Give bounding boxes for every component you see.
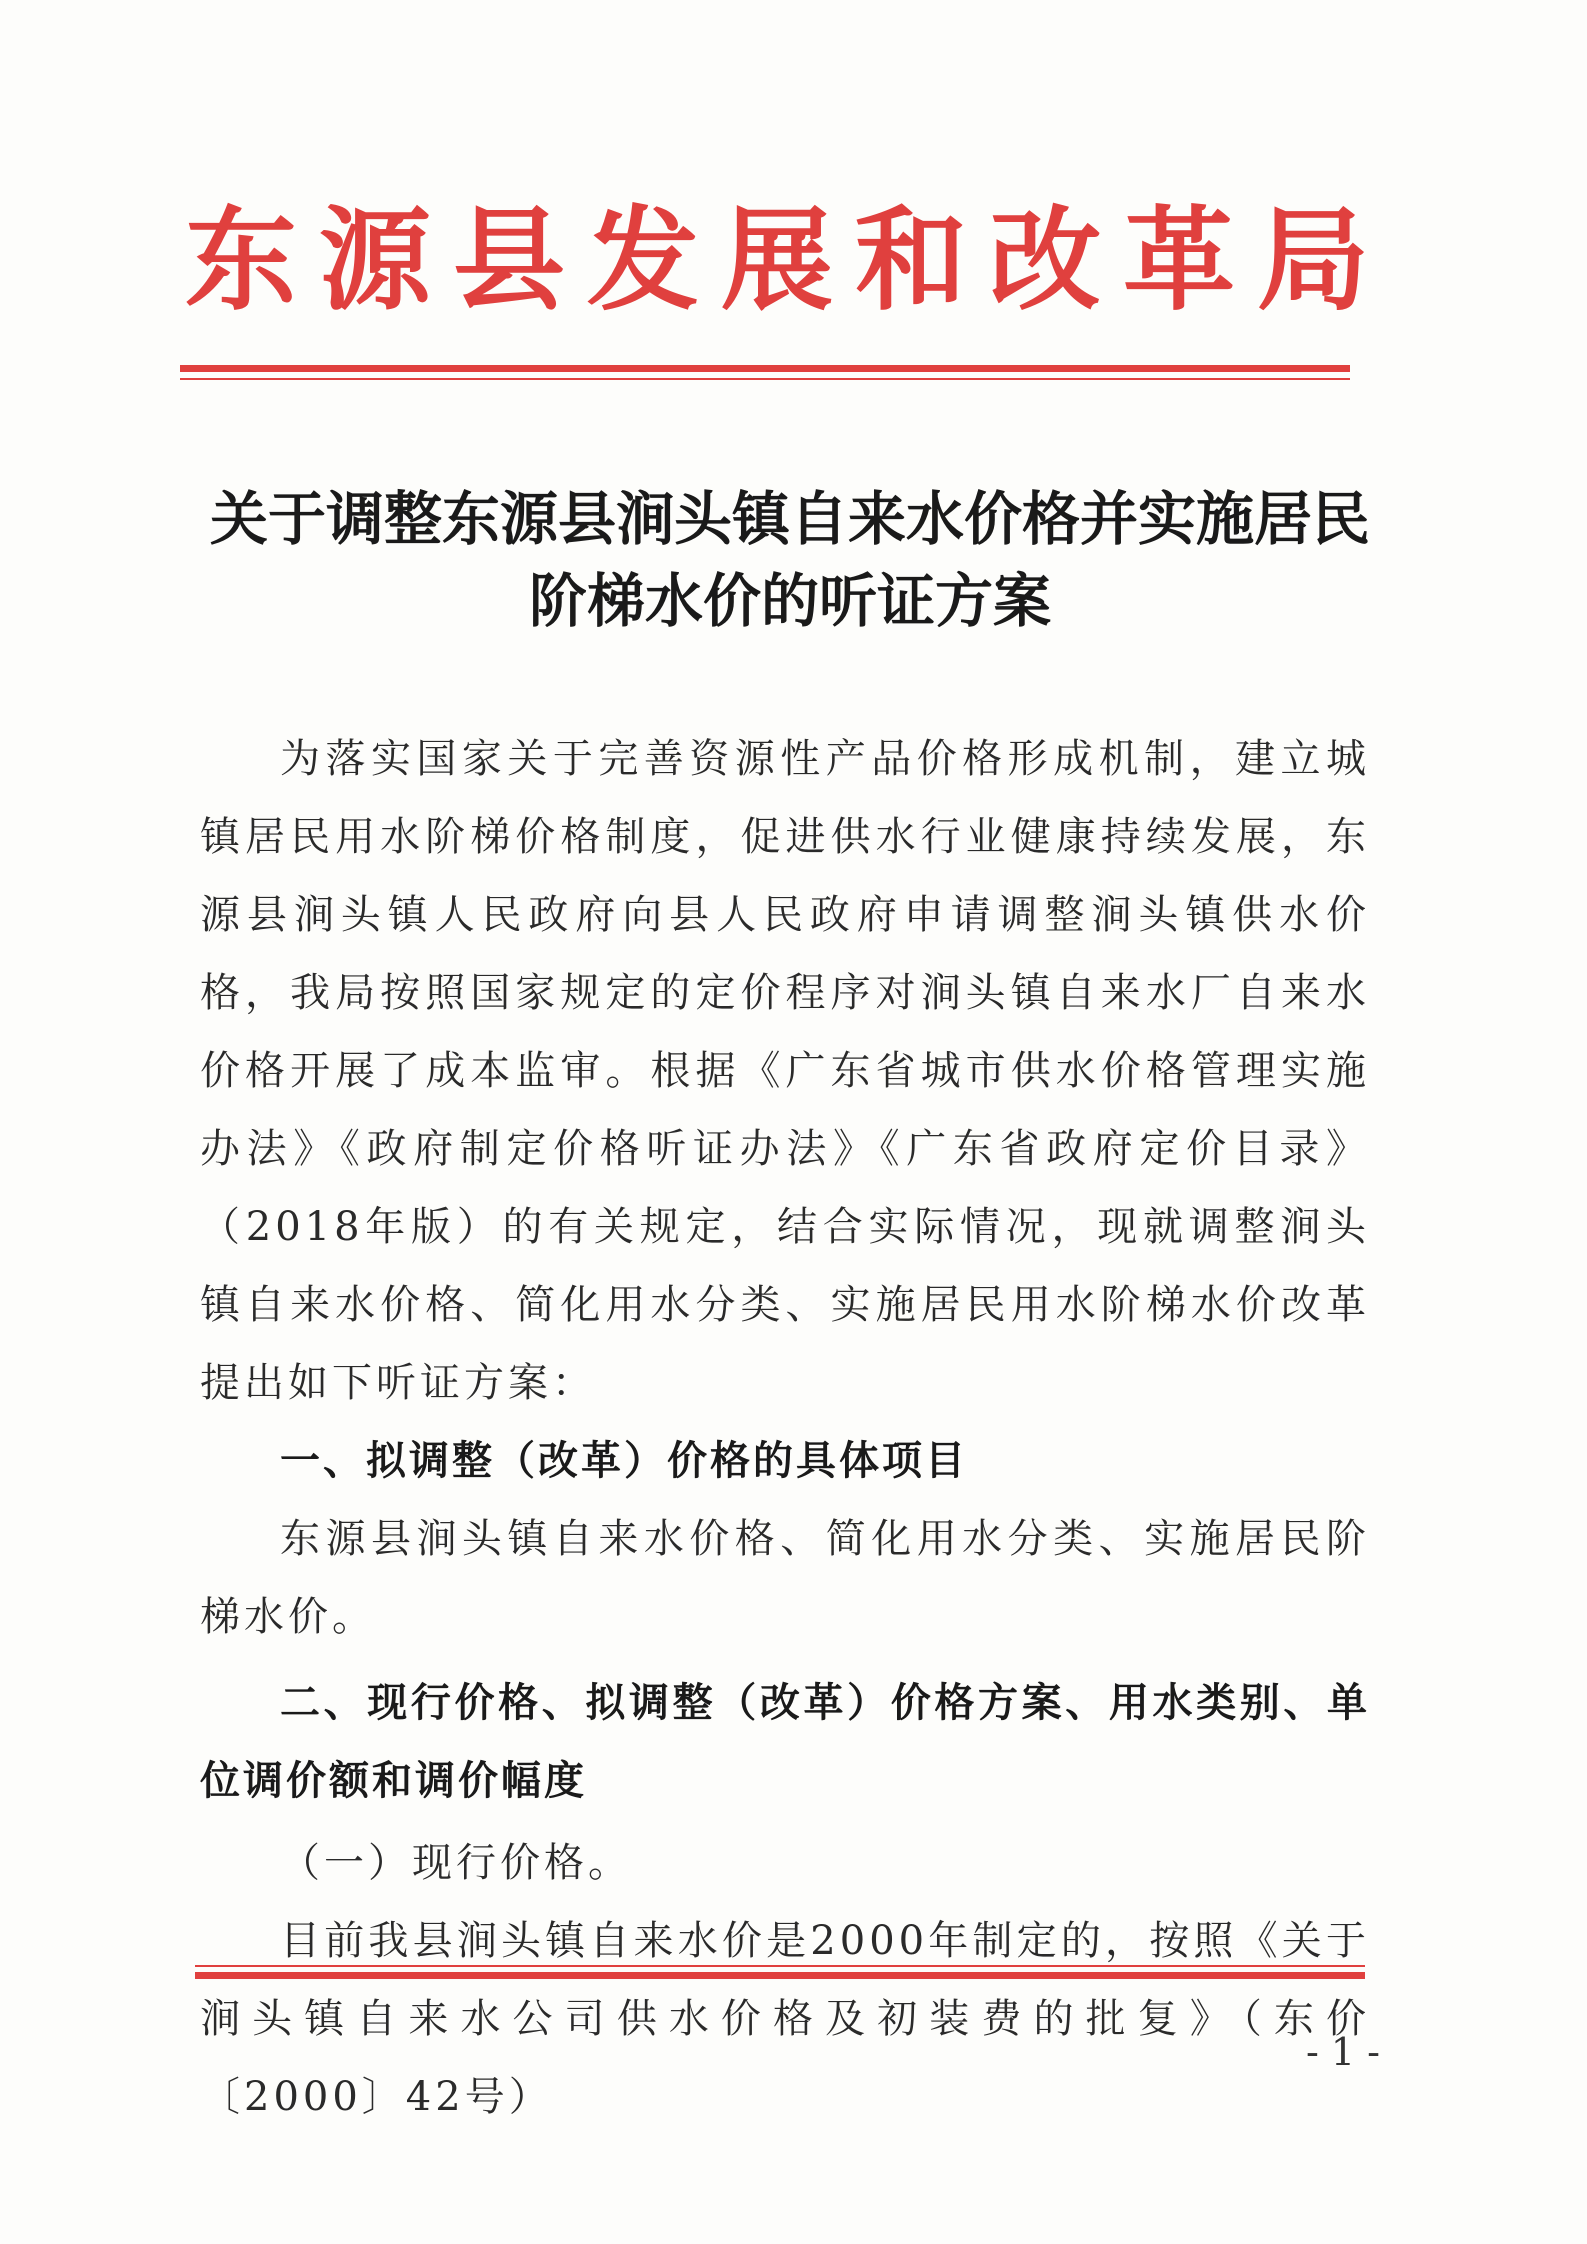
subsection-1-heading: （一）现行价格。 xyxy=(280,1840,632,1886)
header-red-rule-thin xyxy=(180,378,1350,380)
subsection-1-body: 目前我县涧头镇自来水价是2000年制定的，按照《关于涧头镇自来水公司供水价格及初装费的批复》（东价〔2000〕42号） xyxy=(200,1918,1370,2120)
page-number: - 1 - xyxy=(1305,2030,1380,2074)
footer-red-rule-thin xyxy=(195,1965,1365,1967)
header-red-rule-thick xyxy=(180,365,1350,372)
section-1-heading: 一、拟调整（改革）价格的具体项目 xyxy=(280,1438,968,1484)
document-body xyxy=(200,720,1370,2136)
section-2-heading: 二、现行价格、拟调整（改革）价格方案、用水类别、单位调价额和调价幅度 xyxy=(200,1680,1370,1804)
footer-red-rule-thick xyxy=(195,1972,1365,1979)
intro-paragraph: 为落实国家关于完善资源性产品价格形成机制，建立城镇居民用水阶梯价格制度，促进供水行业健康持续发展，东源县涧头镇人民政府向县人民政府申请调整涧头镇供水价格，我局按照国家规定的定价程序对涧头镇自来水厂自来水价格开展了成本监审。根据《广东省城市供水价格管理实施办法》《政府制定价格听证办法》《广东省政府定价目录》（2018年版）的有关规定，结合实际情况，现就调整涧头镇自来水价格、简化用水分类、实施居民用水阶梯水价改革提出如下听证方案： xyxy=(200,736,1370,1406)
organization-header: 东源县发展和改革局 xyxy=(185,195,1391,326)
section-1-body: 东源县涧头镇自来水价格、简化用水分类、实施居民阶梯水价。 xyxy=(200,1516,1370,1640)
document-title: 关于调整东源县涧头镇自来水价格并实施居民阶梯水价的听证方案 xyxy=(209,485,1370,635)
